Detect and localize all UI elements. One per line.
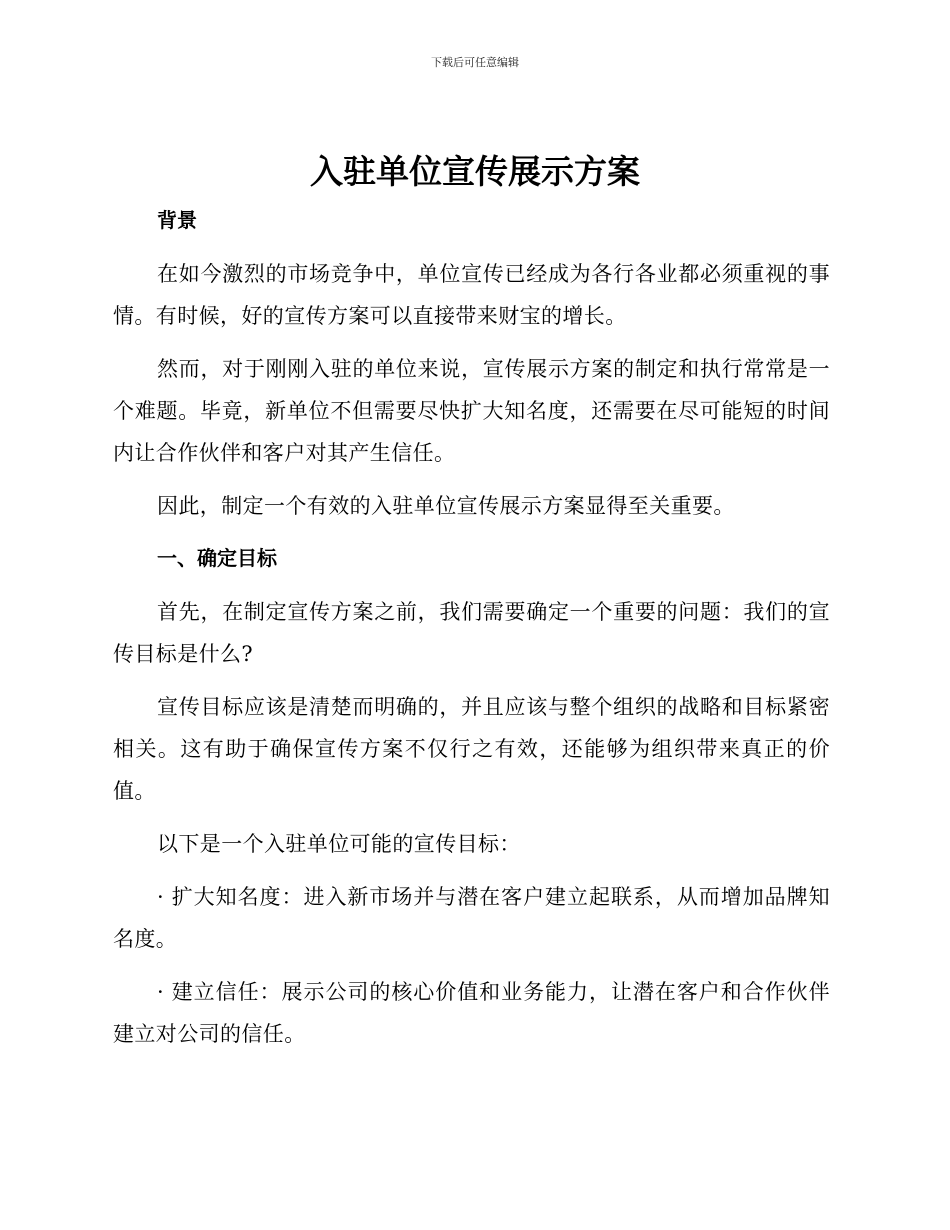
- paragraph: 宣传目标应该是清楚而明确的，并且应该与整个组织的战略和目标紧密相关。这有助于确保宣传方案不仅行之有效，还能够为组织带来真正的价值。: [113, 695, 830, 803]
- paragraph: 以下是一个入驻单位可能的宣传目标：: [157, 832, 521, 856]
- header-note: 下载后可任意编辑: [431, 56, 519, 69]
- paragraph: 然而，对于刚刚入驻的单位来说，宣传展示方案的制定和执行常常是一个难题。毕竟，新单位不但需要尽快扩大知名度，还需要在尽可能短的时间内让合作伙伴和客户对其产生信任。: [113, 357, 830, 465]
- bullet-item: · 扩大知名度：进入新市场并与潜在客户建立起联系，从而增加品牌知名度。: [113, 885, 830, 951]
- paragraph: 因此，制定一个有效的入驻单位宣传展示方案显得至关重要。: [157, 494, 735, 518]
- bullet-item: · 建立信任：展示公司的核心价值和业务能力，让潜在客户和合作伙伴建立对公司的信任。: [113, 980, 830, 1046]
- document-body: [113, 203, 830, 1055]
- section-heading-goals: 一、确定目标: [157, 546, 277, 570]
- paragraph: 首先，在制定宣传方案之前，我们需要确定一个重要的问题：我们的宣传目标是什么?: [113, 600, 830, 666]
- document-title: 入驻单位宣传展示方案: [310, 152, 640, 191]
- paragraph: 在如今激烈的市场竞争中，单位宣传已经成为各行各业都必须重视的事情。有时候，好的宣传方案可以直接带来财宝的增长。: [113, 262, 830, 328]
- section-heading-background: 背景: [157, 208, 197, 232]
